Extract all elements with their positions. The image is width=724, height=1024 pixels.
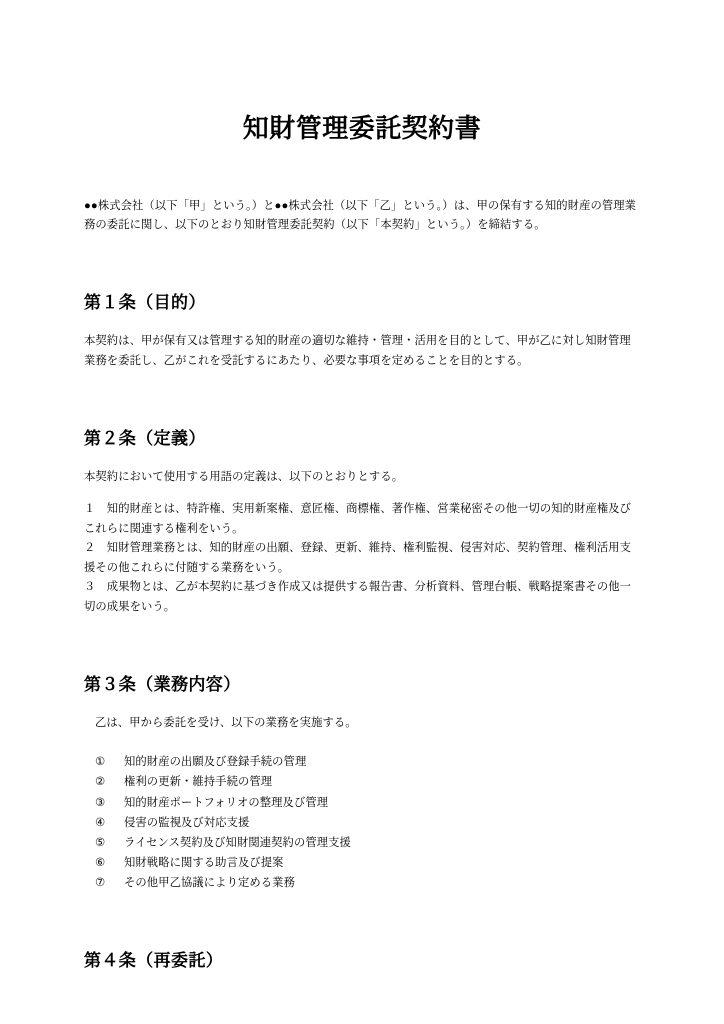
article-2-heading: 第２条（定義） [84,429,206,449]
document-title: 知財管理委託契約書 [242,113,482,143]
service-item-label: 知的財産ポートフォリオの整理及び管理 [124,796,329,809]
article-4 [84,893,640,973]
article-1 [84,235,640,371]
article-3-body: 乙は、甲から委託を受け、以下の業務を実施する。 [95,716,357,729]
service-item [84,833,640,853]
circled-number-marker: ② [95,776,106,789]
article-2-definition-list [84,487,640,617]
article-2 [84,371,640,617]
circled-number-marker: ③ [95,796,106,809]
circled-number-marker: ⑦ [95,876,106,889]
service-item-label: ライセンス契約及び知財関連契約の管理支援 [124,836,351,849]
service-item [84,873,640,893]
article-4-heading: 第４条（再委託） [84,951,224,971]
service-item-label: 知的財産の出願及び登録手続の管理 [124,756,307,769]
circled-number-marker: ⑥ [95,856,106,869]
definition-item: ２ 知財管理業務とは、知的財産の出願、登録、更新、維持、権利監視、侵害対応、契約管理、権利活用支援その他これらに付随する業務をいう。 [84,542,632,574]
preamble-paragraph: ●●株式会社（以下「甲」という。）と●●株式会社（以下「乙」という。）は、甲の保有する知的財産の管理業務の委託に関し、以下のとおり知財管理委託契約（以下「本契約」という。）を締結する。 [84,199,637,231]
service-item-label: 知財戦略に関する助言及び提案 [124,856,284,869]
article-2-body: 本契約において使用する用語の定義は、以下のとおりとする。 [84,471,404,484]
service-item-label: 侵害の監視及び対応支援 [124,816,250,829]
service-item [84,752,640,772]
article-1-heading: 第１条（目的） [84,293,206,313]
service-item-label: 権利の更新・維持手続の管理 [124,776,273,789]
article-3-service-list [84,733,640,893]
article-1-body: 本契約は、甲が保有又は管理する知的財産の適切な維持・管理・活用を目的として、甲が乙に対し知財管理業務を委託し、乙がこれを受託するにあたり、必要な事項を定めることを目的とする。 [84,335,631,367]
article-3 [84,617,640,893]
service-item-label: その他甲乙協議により定める業務 [124,876,295,889]
service-item [84,853,640,873]
service-item [84,793,640,813]
service-item [84,772,640,792]
circled-number-marker: ① [95,756,106,769]
service-item [84,813,640,833]
circled-number-marker: ④ [95,816,106,829]
circled-number-marker: ⑤ [95,836,106,849]
definition-item: １ 知的財産とは、特許権、実用新案権、意匠権、商標権、著作権、営業秘密その他一切の知的財産権及びこれらに関連する権利をいう。 [84,503,632,535]
definition-item: ３ 成果物とは、乙が本契約に基づき作成又は提供する報告書、分析資料、管理台帳、戦略提案書その他一切の成果をいう。 [84,581,632,613]
article-3-heading: 第３条（業務内容） [84,675,241,695]
